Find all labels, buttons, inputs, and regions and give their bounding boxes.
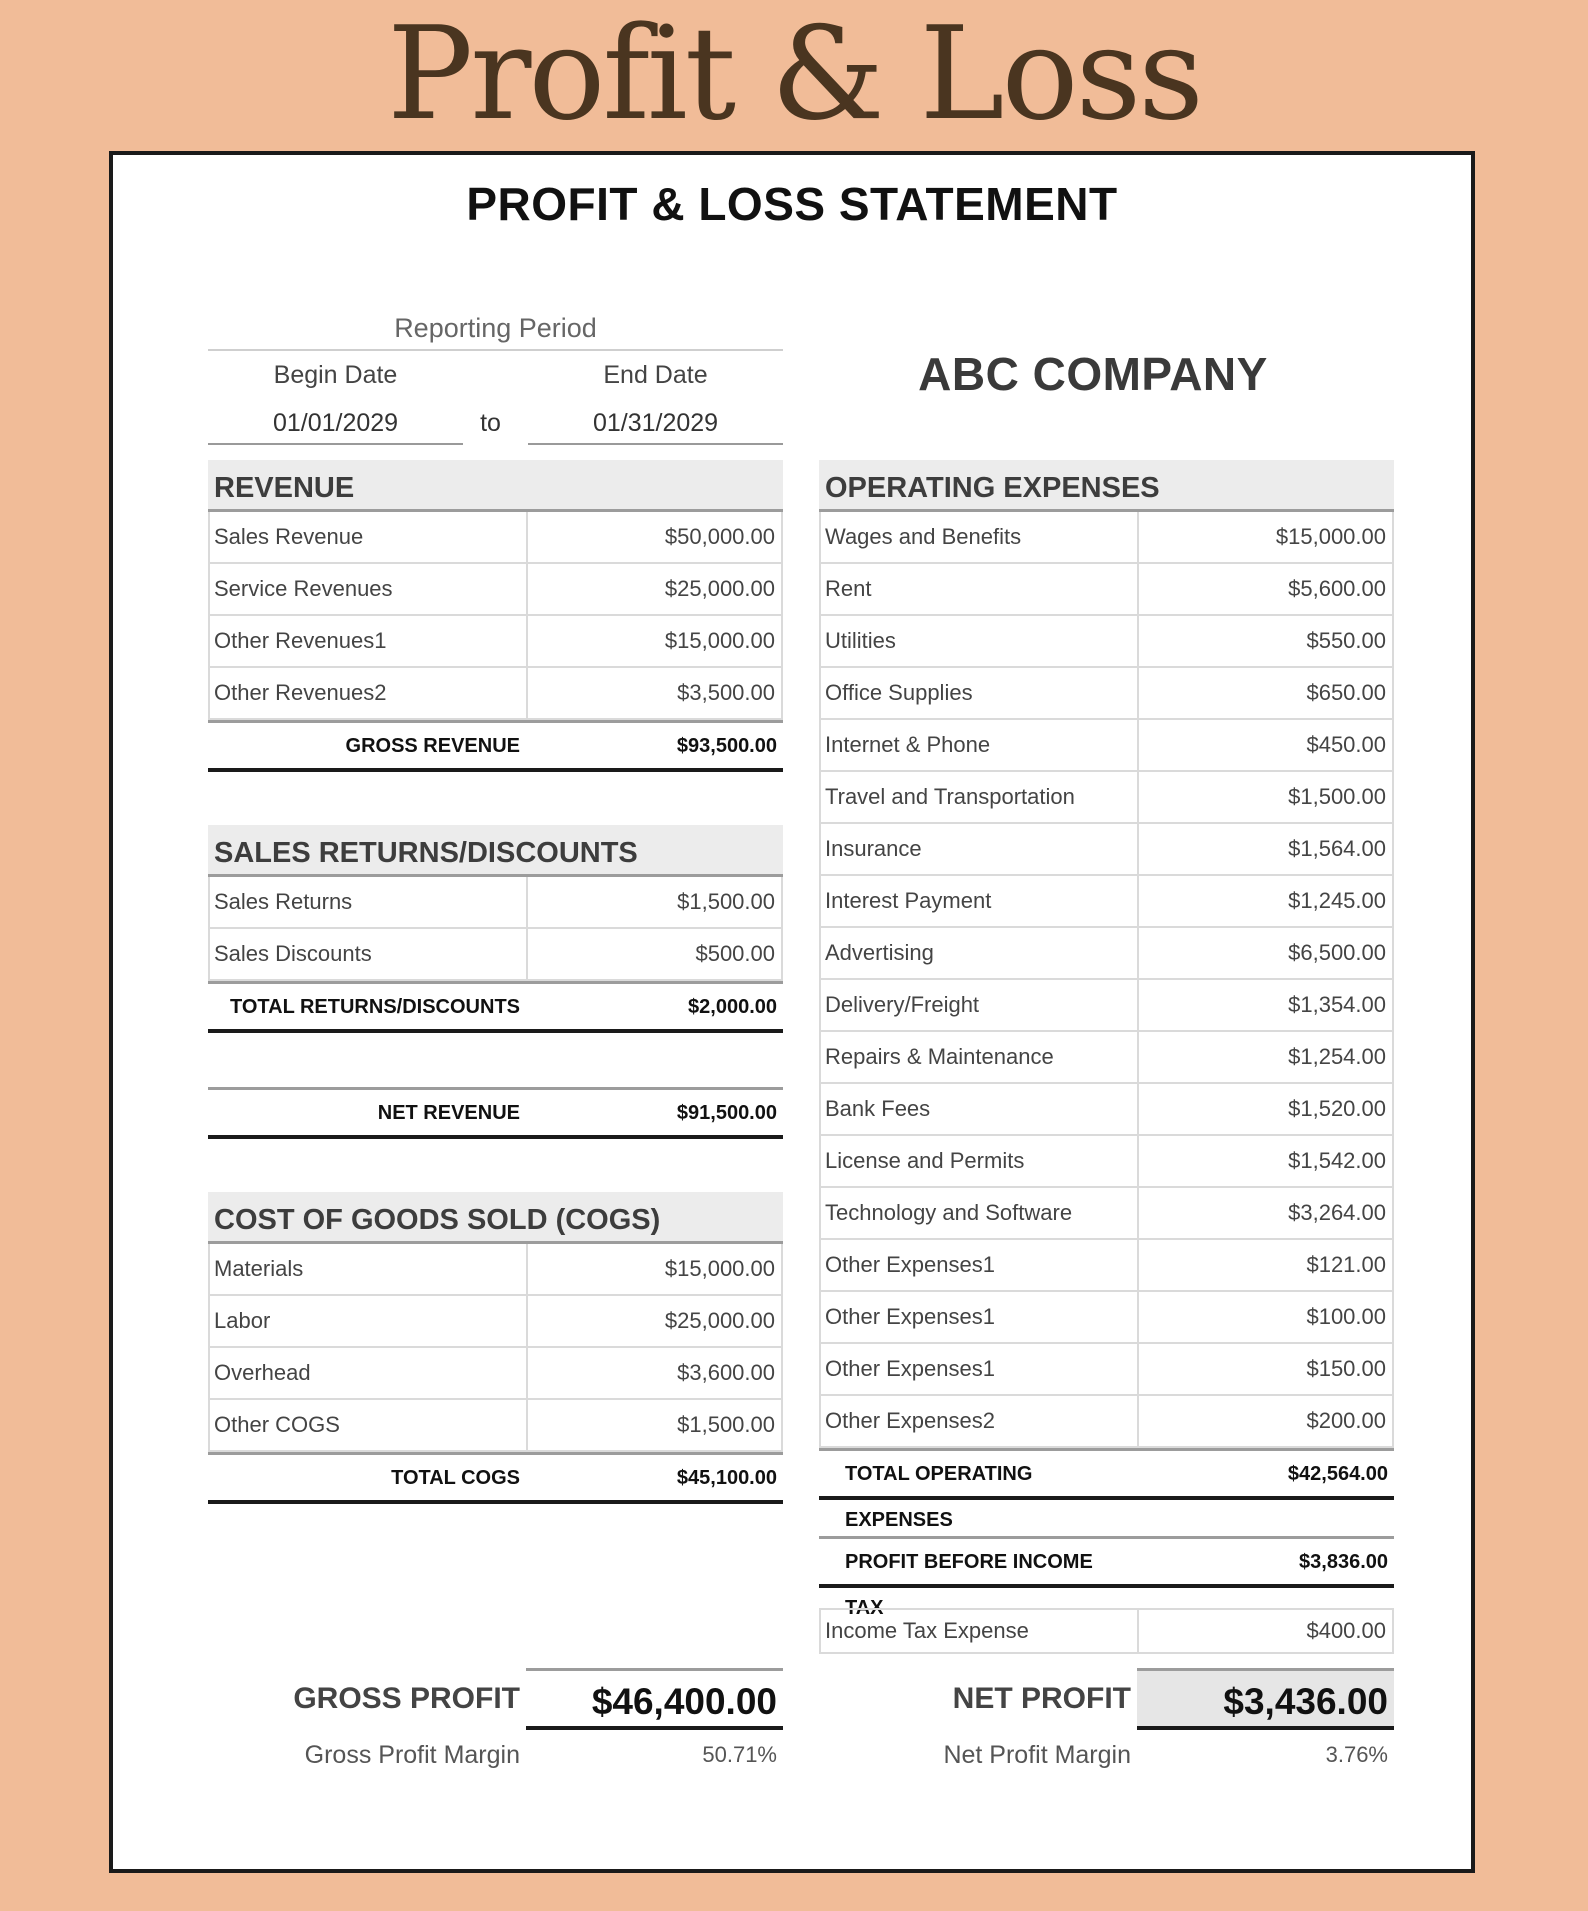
total-label: TOTAL OPERATING EXPENSES <box>845 1463 1033 1531</box>
table-row <box>819 1032 1394 1084</box>
row-value[interactable]: $25,000.00 <box>664 1308 775 1333</box>
row-value[interactable]: $50,000.00 <box>664 524 775 549</box>
table-row <box>208 1348 783 1400</box>
row-value[interactable]: $1,542.00 <box>1288 1148 1386 1173</box>
begin-date-label: Begin Date <box>273 361 398 389</box>
row-value[interactable]: $450.00 <box>1306 732 1386 757</box>
table-row <box>819 1188 1394 1240</box>
profit-before-tax-label: PROFIT BEFORE INCOME TAX <box>845 1551 1093 1619</box>
row-value[interactable]: $650.00 <box>1306 680 1386 705</box>
operating-expenses-heading: OPERATING EXPENSES <box>819 460 1394 512</box>
profit-before-tax-row <box>819 1536 1394 1619</box>
statement-sheet <box>109 151 1475 1873</box>
row-value[interactable]: $15,000.00 <box>664 628 775 653</box>
table-row <box>819 616 1394 668</box>
row-label: Other Revenues2 <box>210 668 528 718</box>
total-value: $93,500.00 <box>676 735 777 757</box>
row-label: Service Revenues <box>210 564 528 614</box>
table-row <box>208 512 783 564</box>
row-label: Office Supplies <box>821 668 1139 718</box>
income-tax-section <box>819 1608 1394 1654</box>
net-revenue-section <box>208 1087 783 1139</box>
net-profit-value: $3,436.00 <box>1137 1668 1394 1730</box>
banner-title: Profit & Loss <box>387 0 1201 149</box>
row-label: Sales Revenue <box>210 512 528 562</box>
table-row <box>819 1084 1394 1136</box>
row-value[interactable]: $1,254.00 <box>1288 1044 1386 1069</box>
gross-profit-label: GROSS PROFIT <box>293 1682 520 1715</box>
total-value: $42,564.00 <box>1287 1463 1388 1485</box>
gross-profit-row <box>208 1668 783 1730</box>
income-tax-label: Income Tax Expense <box>821 1610 1139 1652</box>
profit-before-tax-value: $3,836.00 <box>1299 1551 1388 1573</box>
table-row <box>819 980 1394 1032</box>
returns-section <box>208 825 783 1033</box>
table-row <box>819 1344 1394 1396</box>
reporting-period <box>208 307 783 445</box>
table-row <box>819 824 1394 876</box>
table-row <box>819 772 1394 824</box>
row-label: Utilities <box>821 616 1139 666</box>
gross-margin-row <box>208 1732 783 1778</box>
row-label: Internet & Phone <box>821 720 1139 770</box>
net-revenue-value: $91,500.00 <box>676 1102 777 1124</box>
row-label: Other Revenues1 <box>210 616 528 666</box>
row-label: Technology and Software <box>821 1188 1139 1238</box>
cogs-heading: COST OF GOODS SOLD (COGS) <box>208 1192 783 1244</box>
total-value: $2,000.00 <box>688 996 777 1018</box>
row-label: Rent <box>821 564 1139 614</box>
total-value: $45,100.00 <box>676 1467 777 1489</box>
table-row <box>208 1400 783 1452</box>
revenue-heading: REVENUE <box>208 460 783 512</box>
row-value[interactable]: $1,564.00 <box>1288 836 1386 861</box>
row-value[interactable]: $1,500.00 <box>1288 784 1386 809</box>
net-margin-value: 3.76% <box>1325 1742 1388 1767</box>
returns-heading: SALES RETURNS/DISCOUNTS <box>208 825 783 877</box>
total-returns-row <box>208 981 783 1033</box>
operating-expenses-section <box>819 460 1394 1531</box>
row-value[interactable]: $1,245.00 <box>1288 888 1386 913</box>
table-row <box>819 564 1394 616</box>
row-value[interactable]: $1,500.00 <box>677 889 775 914</box>
row-label: Delivery/Freight <box>821 980 1139 1030</box>
row-value[interactable]: $100.00 <box>1306 1304 1386 1329</box>
net-profit-row <box>819 1668 1394 1730</box>
row-value[interactable]: $3,500.00 <box>677 680 775 705</box>
table-row <box>208 929 783 981</box>
net-margin-row <box>819 1732 1394 1778</box>
row-label: License and Permits <box>821 1136 1139 1186</box>
row-value[interactable]: $1,354.00 <box>1288 992 1386 1017</box>
row-value[interactable]: $1,500.00 <box>677 1412 775 1437</box>
company-name: ABC COMPANY <box>918 348 1268 400</box>
income-tax-row <box>819 1608 1394 1654</box>
table-row <box>819 1136 1394 1188</box>
statement-title: PROFIT & LOSS STATEMENT <box>466 178 1118 230</box>
table-row <box>819 1396 1394 1448</box>
row-label: Repairs & Maintenance <box>821 1032 1139 1082</box>
net-revenue-row <box>208 1087 783 1139</box>
gross-margin-label: Gross Profit Margin <box>304 1741 520 1769</box>
total-label: TOTAL COGS <box>391 1467 520 1489</box>
row-label: Sales Discounts <box>210 929 528 979</box>
profit-before-tax-section <box>819 1536 1394 1619</box>
row-label: Interest Payment <box>821 876 1139 926</box>
table-row <box>819 876 1394 928</box>
table-row <box>819 1292 1394 1344</box>
row-value[interactable]: $3,264.00 <box>1288 1200 1386 1225</box>
row-value[interactable]: $25,000.00 <box>664 576 775 601</box>
row-value[interactable]: $1,520.00 <box>1288 1096 1386 1121</box>
row-value[interactable]: $550.00 <box>1306 628 1386 653</box>
table-row <box>819 512 1394 564</box>
gross-profit-value: $46,400.00 <box>526 1668 783 1730</box>
reporting-period-title: Reporting Period <box>208 307 783 351</box>
row-label: Wages and Benefits <box>821 512 1139 562</box>
row-value[interactable]: $15,000.00 <box>664 1256 775 1281</box>
gross-margin-value: 50.71% <box>702 1742 777 1767</box>
gross-revenue-row <box>208 720 783 772</box>
table-row <box>208 564 783 616</box>
row-value[interactable]: $500.00 <box>695 941 775 966</box>
total-cogs-row <box>208 1452 783 1504</box>
row-value[interactable]: $6,500.00 <box>1288 940 1386 965</box>
row-value[interactable]: $15,000.00 <box>1275 524 1386 549</box>
table-row <box>208 1244 783 1296</box>
row-value[interactable]: $150.00 <box>1306 1356 1386 1381</box>
cogs-section <box>208 1192 783 1504</box>
row-label: Materials <box>210 1244 528 1294</box>
row-label: Overhead <box>210 1348 528 1398</box>
row-label: Sales Returns <box>210 877 528 927</box>
table-row <box>208 877 783 929</box>
table-row <box>208 616 783 668</box>
total-label: TOTAL RETURNS/DISCOUNTS <box>229 996 520 1018</box>
row-value[interactable]: $200.00 <box>1306 1408 1386 1433</box>
row-label: Other Expenses1 <box>821 1240 1139 1290</box>
begin-date-field[interactable]: 01/01/2029 <box>208 403 463 445</box>
row-label: Advertising <box>821 928 1139 978</box>
row-label: Other Expenses2 <box>821 1396 1139 1446</box>
row-label: Insurance <box>821 824 1139 874</box>
table-row <box>819 668 1394 720</box>
total-operating-expenses-row <box>819 1448 1394 1531</box>
end-date-field[interactable]: 01/31/2029 <box>528 403 783 445</box>
row-label: Other COGS <box>210 1400 528 1450</box>
table-row <box>208 1296 783 1348</box>
total-label: GROSS REVENUE <box>345 735 520 757</box>
table-row <box>819 720 1394 772</box>
table-row <box>819 928 1394 980</box>
table-row <box>208 668 783 720</box>
table-row <box>819 1240 1394 1292</box>
row-value[interactable]: $121.00 <box>1306 1252 1386 1277</box>
row-label: Other Expenses1 <box>821 1344 1139 1394</box>
end-date-label: End Date <box>603 361 708 389</box>
revenue-section <box>208 460 783 772</box>
income-tax-value[interactable]: $400.00 <box>1306 1618 1386 1643</box>
net-revenue-label: NET REVENUE <box>377 1102 520 1124</box>
row-label: Labor <box>210 1296 528 1346</box>
net-margin-label: Net Profit Margin <box>943 1741 1131 1769</box>
row-label: Bank Fees <box>821 1084 1139 1134</box>
row-label: Other Expenses1 <box>821 1292 1139 1342</box>
net-profit-label: NET PROFIT <box>952 1682 1131 1715</box>
row-label: Travel and Transportation <box>821 772 1139 822</box>
row-value[interactable]: $5,600.00 <box>1288 576 1386 601</box>
row-value[interactable]: $3,600.00 <box>677 1360 775 1385</box>
date-separator: to <box>480 409 501 437</box>
